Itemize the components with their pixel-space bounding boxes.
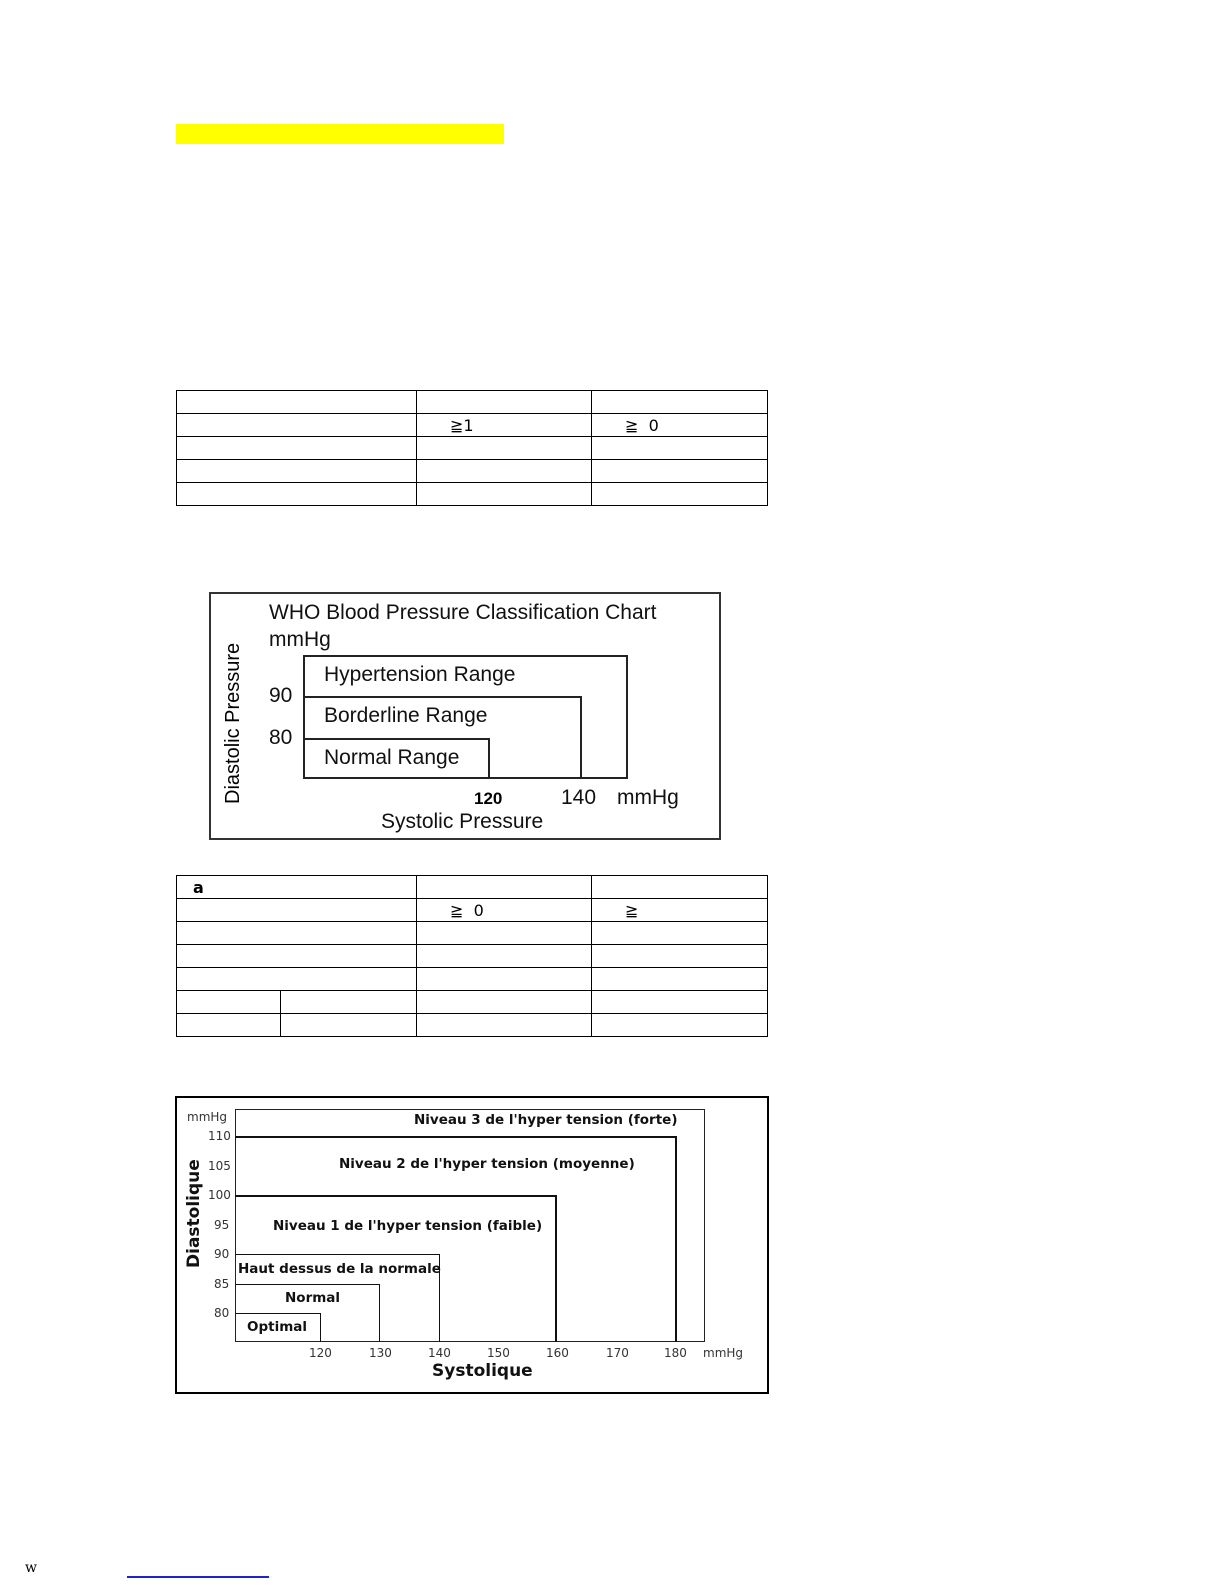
table-cell [177, 1014, 281, 1037]
fr-level-label: Niveau 1 de l'hyper tension (faible) [273, 1218, 543, 1234]
who-y-tick: 90 [269, 684, 293, 707]
table-cell [281, 991, 417, 1014]
table-cell: ≧1 [417, 414, 592, 437]
table-row [177, 460, 768, 483]
footer-link[interactable] [127, 1576, 269, 1578]
table-row [177, 876, 768, 899]
table-row [177, 1014, 768, 1037]
who-range-label: Hypertension Range [324, 663, 516, 686]
highlight-bar [176, 124, 504, 144]
table-cell [417, 991, 592, 1014]
fr-x-tick: 170 [606, 1346, 629, 1360]
fr-y-tick: 105 [208, 1159, 231, 1173]
fr-y-tick: 85 [214, 1277, 230, 1291]
who-chart-ylabel: Diastolic Pressure [222, 642, 244, 804]
fr-x-unit: mmHg [703, 1346, 744, 1360]
table-cell [417, 922, 592, 945]
table-cell [592, 945, 768, 968]
fr-level-label: Niveau 3 de l'hyper tension (forte) [414, 1112, 678, 1128]
table-cell [177, 391, 417, 414]
table-cell [592, 483, 768, 506]
table-cell: ≧ 0 [417, 899, 592, 922]
fr-y-tick: 100 [208, 1188, 231, 1202]
table-cell [177, 483, 417, 506]
fr-level-label: Normal [285, 1290, 341, 1306]
fr-x-tick: 160 [546, 1346, 569, 1360]
table-cell [281, 1014, 417, 1037]
who-x-tick: 120 [474, 789, 503, 808]
who-chart-xlabel: Systolic Pressure [381, 810, 544, 833]
table-cell [417, 945, 592, 968]
fr-y-tick: 90 [214, 1247, 230, 1261]
table-cell [417, 437, 592, 460]
fr-chart-ylabel: Diastolique [184, 1159, 204, 1268]
fr-y-tick: 80 [214, 1306, 230, 1320]
table-cell [177, 437, 417, 460]
table-cell [417, 876, 592, 899]
table-cell [592, 437, 768, 460]
fr-level-label: Optimal [247, 1319, 308, 1335]
table-cell [177, 460, 417, 483]
table-cell [177, 899, 417, 922]
table-1 [176, 390, 768, 506]
who-x-tick: 140 [561, 786, 597, 809]
who-chart-title: WHO Blood Pressure Classification Chart [269, 601, 657, 624]
table-row [177, 968, 768, 991]
table-cell [417, 460, 592, 483]
table-cell [417, 483, 592, 506]
table-cell [417, 391, 592, 414]
fr-x-tick: 180 [664, 1346, 687, 1360]
table-cell [592, 460, 768, 483]
table-row [177, 899, 768, 922]
fr-chart-xlabel: Systolique [432, 1361, 533, 1381]
table-cell [592, 1014, 768, 1037]
table-cell: ≧ 0 [592, 414, 768, 437]
table-row [177, 391, 768, 414]
table-cell [417, 968, 592, 991]
table-cell [592, 391, 768, 414]
fr-y-tick: 95 [214, 1218, 230, 1232]
table-cell [177, 945, 417, 968]
fr-x-tick: 120 [309, 1346, 332, 1360]
fr-level-label: Haut dessus de la normale [238, 1261, 441, 1277]
fr-x-tick: 130 [369, 1346, 392, 1360]
table-cell [177, 991, 281, 1014]
table-cell [177, 968, 417, 991]
fr-level-label: Niveau 2 de l'hyper tension (moyenne) [339, 1156, 635, 1172]
table-cell [177, 414, 417, 437]
table-cell [592, 968, 768, 991]
who-range-label: Normal Range [324, 746, 460, 769]
who-x-unit: mmHg [617, 786, 679, 809]
table-cell [592, 922, 768, 945]
table-cell [592, 876, 768, 899]
fr-y-tick: 110 [208, 1129, 231, 1143]
table-row [177, 414, 768, 437]
who-y-tick: 80 [269, 726, 293, 749]
fr-x-tick: 150 [487, 1346, 510, 1360]
table-2 [176, 875, 768, 1037]
table-cell: ≧ [592, 899, 768, 922]
table-cell [417, 1014, 592, 1037]
footer-text: w [25, 1560, 37, 1576]
who-chart-unit: mmHg [269, 628, 331, 651]
fr-y-unit: mmHg [187, 1110, 228, 1124]
table-row [177, 991, 768, 1014]
table-cell [177, 922, 417, 945]
who-range-label: Borderline Range [324, 704, 488, 727]
table-cell [592, 991, 768, 1014]
table-row [177, 483, 768, 506]
table-row [177, 437, 768, 460]
table-row [177, 922, 768, 945]
table-cell: a [177, 876, 417, 899]
fr-x-tick: 140 [428, 1346, 451, 1360]
table-row [177, 945, 768, 968]
